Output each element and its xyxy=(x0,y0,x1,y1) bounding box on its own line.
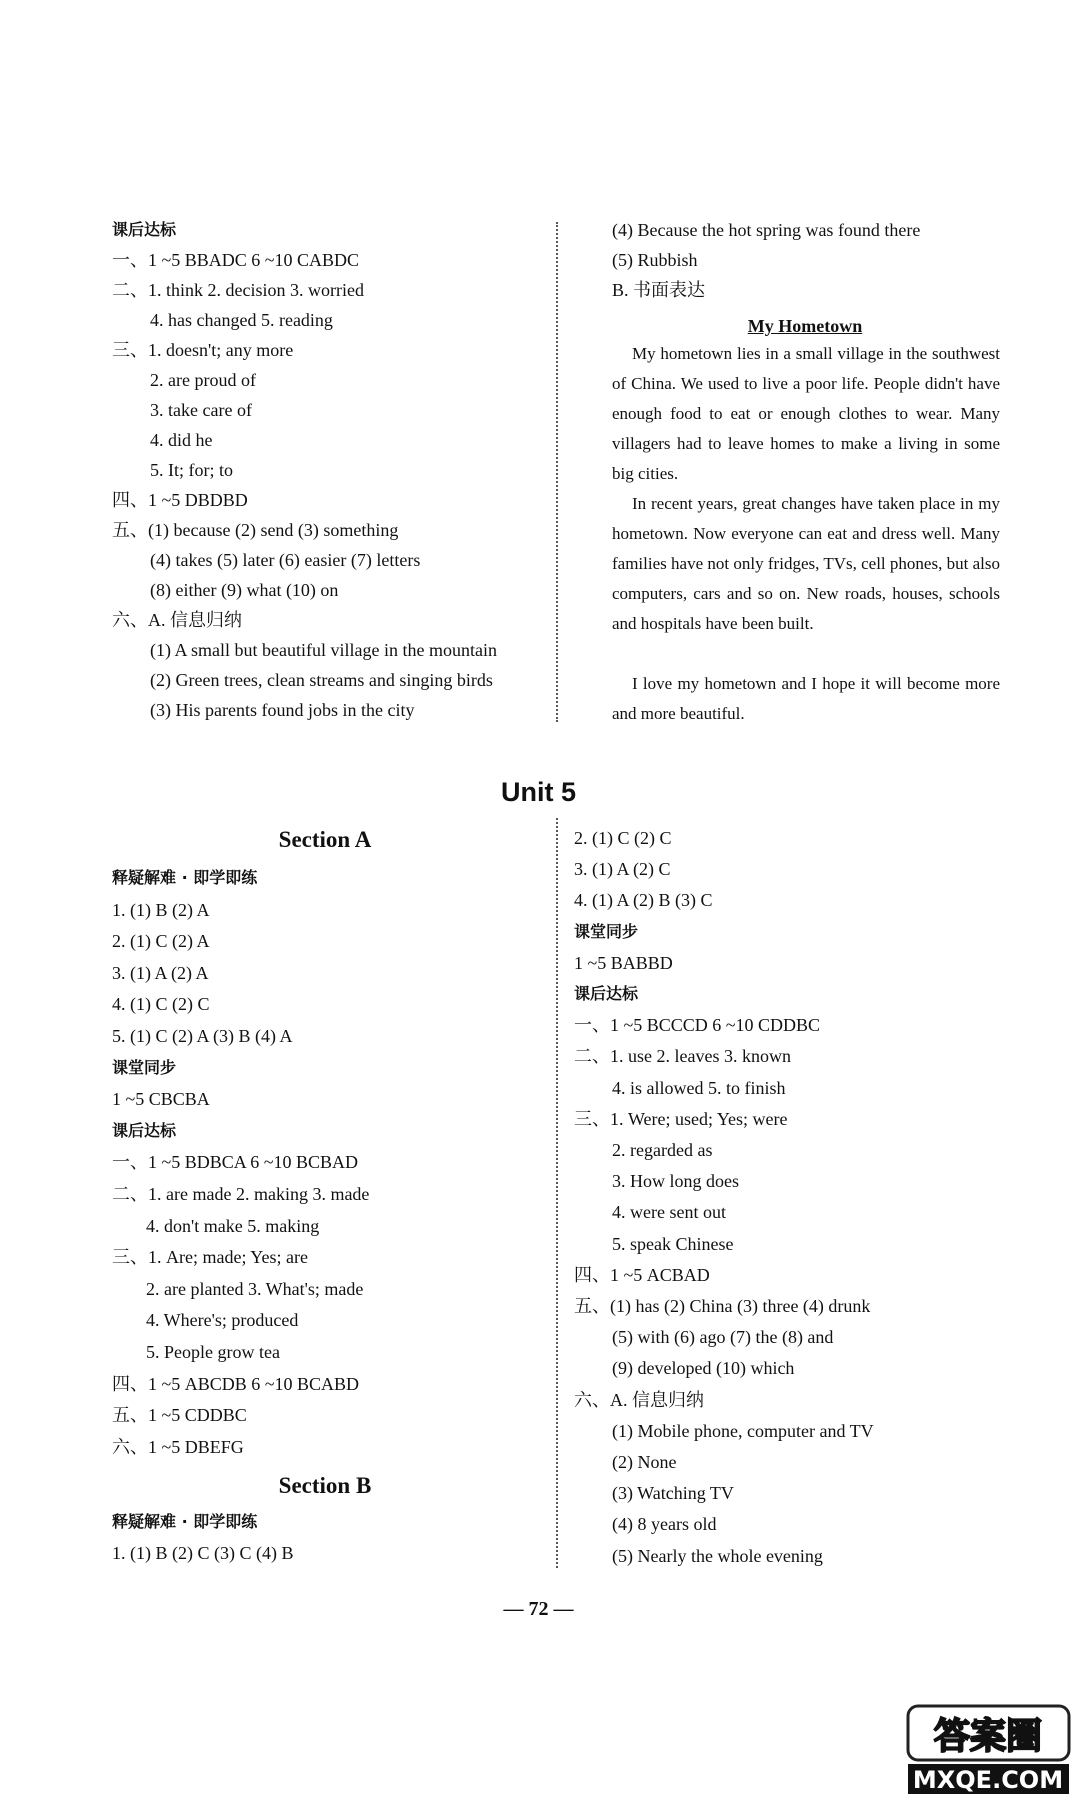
answer-line: 3. take care of xyxy=(150,400,252,420)
answer-line: 六、A. 信息归纳 xyxy=(112,610,242,630)
answer-line: 4. did he xyxy=(150,430,213,450)
answer-line: 4. (1) A (2) B (3) C xyxy=(574,890,713,911)
watermark-bottom-text: MXQE.COM xyxy=(912,1766,1064,1794)
section-header: 课堂同步 xyxy=(112,1057,177,1077)
answer-line: (9) developed (10) which xyxy=(612,1358,795,1379)
answer-line: 3. (1) A (2) C xyxy=(574,859,671,880)
answer-line: 5. speak Chinese xyxy=(612,1233,734,1254)
answer-line: 四、1 ~5 ACBAD xyxy=(574,1264,710,1285)
essay-title: My Hometown xyxy=(747,316,863,336)
answer-line: 四、1 ~5 DBDBD xyxy=(112,490,248,510)
top-right-column xyxy=(612,218,1012,308)
answer-line: (4) takes (5) later (6) easier (7) letters xyxy=(150,550,421,570)
answer-line: (1) A small but beautiful village in the mountain xyxy=(150,640,497,660)
answer-line: 5. People grow tea xyxy=(146,1342,280,1362)
answer-line: 三、1. doesn't; any more xyxy=(112,340,294,360)
answer-line: 2. (1) C (2) A xyxy=(112,931,210,952)
section-header: 释疑解难 · 即学即练 xyxy=(112,868,258,887)
answer-line: 1. (1) B (2) C (3) C (4) B xyxy=(112,1543,294,1563)
answer-line: (5) Rubbish xyxy=(612,250,698,270)
answer-line: 4. has changed 5. reading xyxy=(150,310,333,330)
answer-line: 4. don't make 5. making xyxy=(146,1215,320,1236)
answer-line: 三、1. Were; used; Yes; were xyxy=(574,1108,788,1129)
page-number: — 72 — xyxy=(503,1598,574,1620)
answer-line: (4) 8 years old xyxy=(612,1514,717,1535)
answer-line: 六、A. 信息归纳 xyxy=(574,1389,704,1410)
answer-line: 1. (1) B (2) A xyxy=(112,899,210,920)
answer-line: 一、1 ~5 BCCCD 6 ~10 CDDBC xyxy=(574,1015,821,1036)
section-a-title: Section A xyxy=(278,827,372,852)
answer-line: B. 书面表达 xyxy=(612,280,706,300)
section-header: 课堂同步 xyxy=(574,921,639,941)
column-divider-bottom xyxy=(556,818,558,1568)
answer-line: 二、1. are made 2. making 3. made xyxy=(112,1184,370,1204)
watermark-top-text: 答案圈 xyxy=(933,1716,1043,1757)
answer-line: 3. How long does xyxy=(612,1171,739,1192)
answer-line: 3. (1) A (2) A xyxy=(112,962,209,983)
essay-paragraph-2: In recent years, great changes have taken place in my hometown. Now everyone can eat and dress well. Many families have not only fridges, TVs, cell phones, but also computers, cars and so on. New roads, houses, schools and hospitals have been built. xyxy=(612,494,1000,633)
answer-line: (3) Watching TV xyxy=(612,1483,734,1504)
answer-line: 四、1 ~5 ABCDB 6 ~10 BCABD xyxy=(112,1373,360,1394)
answer-line: 五、(1) because (2) send (3) something xyxy=(112,520,399,540)
answer-line: 六、1 ~5 DBEFG xyxy=(112,1436,244,1457)
answer-line: 4. Where's; produced xyxy=(146,1310,299,1331)
answer-line: 二、1. think 2. decision 3. worried xyxy=(112,280,364,300)
answer-line: 三、1. Are; made; Yes; are xyxy=(112,1247,308,1268)
answer-line: 4. (1) C (2) C xyxy=(112,994,210,1015)
answer-line: 二、1. use 2. leaves 3. known xyxy=(574,1046,791,1067)
answer-line: 一、1 ~5 BDBCA 6 ~10 BCBAD xyxy=(112,1152,359,1173)
answer-line: 2. are proud of xyxy=(150,370,256,390)
essay-paragraph-1: My hometown lies in a small village in the southwest of China. We used to live a poor life. People didn't have enough food to eat or enough clothes to wear. Many villagers had to leave homes to make a living in some big cities. xyxy=(612,344,1000,483)
answer-line: 五、1 ~5 CDDBC xyxy=(112,1405,247,1426)
bottom-right-column xyxy=(574,826,1014,1576)
answer-line: 4. is allowed 5. to finish xyxy=(612,1077,786,1098)
section-header: 释疑解难 · 即学即练 xyxy=(112,1512,258,1531)
answer-line: 2. (1) C (2) C xyxy=(574,828,672,848)
answer-line: 5. (1) C (2) A (3) B (4) A xyxy=(112,1026,293,1046)
section-header: 课后达标 xyxy=(112,1120,177,1140)
section-header: 课后达标 xyxy=(112,220,177,239)
answer-line: (5) with (6) ago (7) the (8) and xyxy=(612,1327,834,1348)
answer-line: 五、(1) has (2) China (3) three (4) drunk xyxy=(574,1296,871,1316)
unit-title: Unit 5 xyxy=(500,777,576,807)
answer-line: 4. were sent out xyxy=(612,1202,726,1223)
section-b-column xyxy=(112,1510,552,1580)
answer-line: (8) either (9) what (10) on xyxy=(150,580,339,600)
watermark-logo xyxy=(906,1704,1071,1796)
answer-line: (2) Green trees, clean streams and singing birds xyxy=(150,670,493,690)
answer-line: 5. It; for; to xyxy=(150,460,233,480)
answer-line: 2. are planted 3. What's; made xyxy=(146,1278,364,1299)
top-left-column xyxy=(112,218,542,722)
answer-line: (3) His parents found jobs in the city xyxy=(150,700,415,720)
section-header: 课后达标 xyxy=(574,984,639,1003)
answer-line: (5) Nearly the whole evening xyxy=(612,1545,823,1566)
answer-line: 1 ~5 BABBD xyxy=(574,952,673,973)
column-divider-top xyxy=(556,222,558,722)
section-a-column xyxy=(112,866,552,1466)
answer-line: (2) None xyxy=(612,1452,677,1472)
section-b-title: Section B xyxy=(278,1473,372,1498)
answer-line: 一、1 ~5 BBADC 6 ~10 CABDC xyxy=(112,250,360,270)
answer-line: 1 ~5 CBCBA xyxy=(112,1089,210,1110)
answer-line: 2. regarded as xyxy=(612,1140,713,1160)
answer-line: (1) Mobile phone, computer and TV xyxy=(612,1420,874,1441)
essay-paragraph-3: I love my hometown and I hope it will become more and more beautiful. xyxy=(612,674,1000,723)
answer-line: (4) Because the hot spring was found there xyxy=(612,220,921,240)
